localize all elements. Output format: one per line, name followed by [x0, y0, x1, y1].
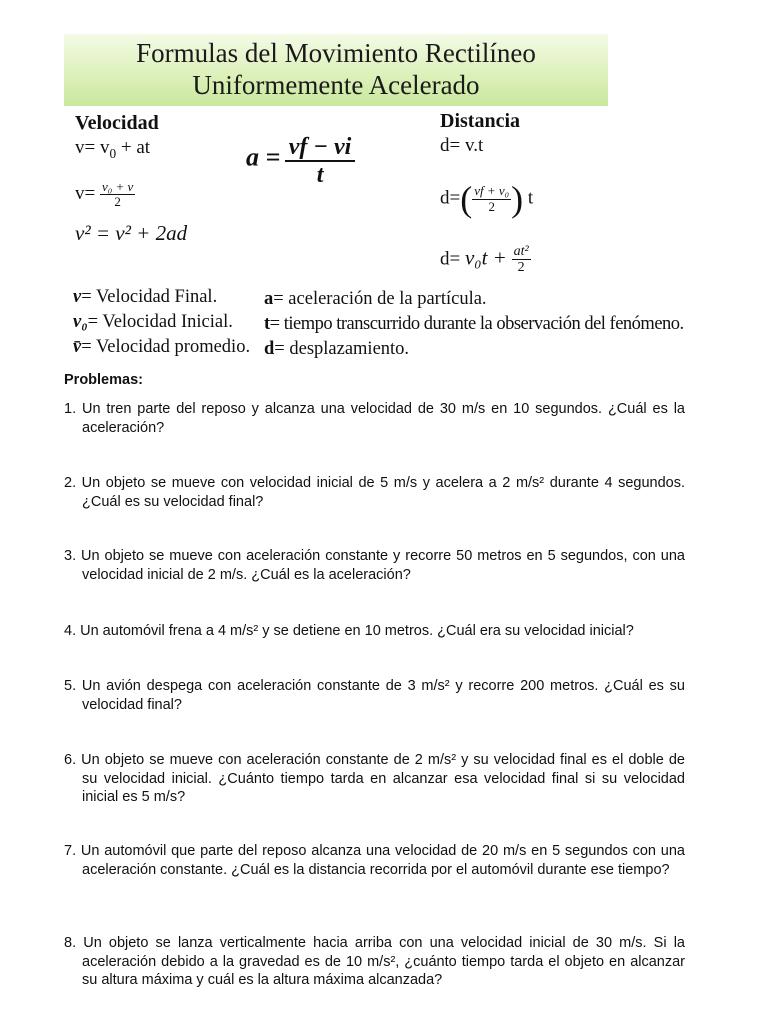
formula-v-v0-at: $v= v_0$ + at: [75, 137, 151, 161]
legend-item: v₀= Velocidad Inicial.: [73, 312, 233, 332]
problem-item-8: 8. Un objeto se lanza verticalmente hacia arriba con una velocidad inicial de 30 m/s. Si la aceleración debido a la gravedad es de 10 m/s², ¿cuánto tiempo tarda el objeto en alcanzar su altura máxima y cuál es la altura máxima alcanzada?: [64, 935, 685, 988]
formula-v-squared: v² = v² + 2ad: [75, 221, 188, 245]
legend-right: [264, 287, 684, 362]
problem-item-4: 4. Un automóvil frena a 4 m/s² y se detiene en 10 metros. ¿Cuál era su velocidad inicial?: [64, 623, 634, 639]
formula-v-average: v= $\frac{\text{v₀ + v}}{2}$: [75, 179, 134, 210]
banner-title-line1: Formulas del Movimiento Rectilíneo: [136, 38, 536, 68]
problem-item-1: 1. Un tren parte del reposo y alcanza una velocidad de 30 m/s en 10 segundos. ¿Cuál es la aceleración?: [64, 401, 685, 436]
legend-item: v̄= Velocidad promedio.: [73, 337, 251, 357]
problem-item-6: 6. Un objeto se mueve con aceleración constante de 2 m/s² y su velocidad final es el doble de su velocidad inicial. ¿Cuánto tiempo tarda en alcanzar esa velocidad final si su velocidad inicial es 5 m/s?: [64, 752, 685, 805]
velocidad-header: Velocidad: [75, 112, 159, 134]
legend-item: t= tiempo transcurrido durante la observación del fenómeno.: [264, 314, 684, 334]
legend-item: v= Velocidad Final.: [73, 287, 218, 307]
formula-d-vt: d= v.t: [440, 135, 484, 156]
problem-item-5: 5. Un avión despega con aceleración constante de 3 m/s² y recorre 200 metros. ¿Cuál es su velocidad final?: [64, 678, 685, 713]
legend-item: a= aceleración de la partícula.: [264, 289, 487, 309]
formula-acceleration: a = $\frac{vf - vi}{t}$: [246, 134, 355, 189]
legend-left: [73, 285, 250, 360]
formulas-banner: [64, 34, 608, 106]
formula-d-average: d=( $\frac{\text{vf + v₀}}{2}$ ) t: [440, 179, 534, 219]
problem-item-7: 7. Un automóvil que parte del reposo alcanza una velocidad de 20 m/s en 5 segundos con una aceleración constante. ¿Cuál es la distancia recorrida por el automóvil durante ese tiempo?: [64, 843, 685, 878]
distancia-header: Distancia: [440, 110, 520, 132]
problem-item-3: 3. Un objeto se mueve con aceleración constante y recorre 50 metros en 5 segundos, con una velocidad inicial de 2 m/s. ¿Cuál es la aceleración?: [64, 548, 685, 583]
problems-title: Problemas:: [64, 372, 143, 388]
legend-item: d= desplazamiento.: [264, 339, 410, 359]
banner-title-line2: Uniformemente Acelerado: [192, 70, 480, 100]
problem-item-2: 2. Un objeto se mueve con velocidad inicial de 5 m/s y acelera a 2 m/s² durante 4 segundos. ¿Cuál es su velocidad final?: [64, 475, 685, 510]
formula-d-v0t: d= v₀t + $\frac{\text{at²}}{2}$: [440, 244, 529, 276]
